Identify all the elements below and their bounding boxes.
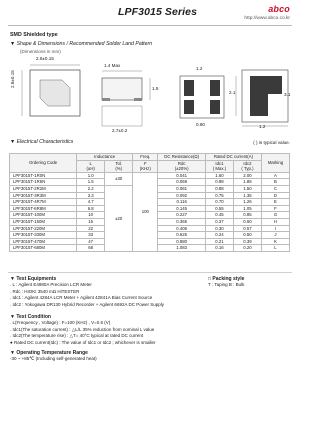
condition-line: . Idc1(The saturation current) : △L/L 35% reduction from nominal L value [10,326,155,332]
cell-inductance: 1.5 [77,179,105,186]
col-tol: Tol. (%) [105,160,133,172]
equipment-line: . Idc2 : Yokogawa DR130 Hybrid Recorder + Agilent 6692A DC Power Supply [10,301,164,307]
cell-idc1: 0.16 [205,245,233,252]
notes-divider [8,272,292,273]
cell-idc1: 0.55 [205,205,233,212]
cell-rdc: 1.083 [158,245,206,252]
cell-inductance: 47 [77,238,105,245]
cell-idc2: 1.85 [233,179,261,186]
cell-ordering-code: LPF3015T-330M [10,232,77,239]
cell-marking: J [261,232,289,239]
operating-temperature: ▼ Operating Temperature Range -30 ~ +85℃ (Including self-generated heat) [10,350,97,362]
dim-label-10: 0.80 [196,122,205,127]
dimension-drawing [10,56,292,134]
col-idc1: Idc1 ( Max.) [205,160,233,172]
cell-ordering-code: LPF3015T-220M [10,225,77,232]
cell-marking: H [261,218,289,225]
cell-rdc: 0.092 [158,192,206,199]
cell-inductance: 4.7 [77,199,105,206]
cell-idc1: 1.60 [205,172,233,179]
cell-ordering-code: LPF3015T-4R7M [10,199,77,206]
cell-idc2: 0.60 [233,218,261,225]
dim-label-7: 2.1 [229,90,236,95]
brand-logo: abco [268,4,290,14]
cell-ordering-code: LPF3015T-1R5N [10,179,77,186]
cell-marking: F [261,205,289,212]
cell-ordering-code: LPF3015T-1R0N [10,172,77,179]
cell-idc1: 0.37 [205,218,233,225]
cell-rdc: 0.116 [158,199,206,206]
equipment-line: . Rdc : HIOKI 3540 mΩ HiTESTER [10,288,80,294]
cell-marking: C [261,185,289,192]
shape-section-title: ▼ Shape & Dimensions / Recommended Solder Land Pattern [10,41,153,47]
condition-line: ● Rated DC current(Idc) : The value of Idc1 or Idc2 ; whichever is smaller [10,339,156,345]
cell-ordering-code: LPF3015T-2R2M [10,185,77,192]
cell-inductance: 68 [77,245,105,252]
col-f: F (KHz) [133,160,158,172]
cell-inductance: 15 [77,218,105,225]
cell-ordering-code: LPF3015T-3R3M [10,192,77,199]
cell-marking: E [261,199,289,206]
electrical-section-title: ▼ Electrical Characteristics [10,139,74,145]
cell-ordering-code: LPF3015T-100M [10,212,77,219]
land-pad-top-left [184,80,194,96]
cell-idc1: 0.75 [205,192,233,199]
cell-idc2: 0.85 [233,212,261,219]
cell-ordering-code: LPF3015T-680M [10,245,77,252]
cell-marking: I [261,225,289,232]
cell-ordering-code: LPF3015T-6R8M [10,205,77,212]
cell-rdc: 0.227 [158,212,206,219]
dim-label-3: 2.8±0.15 [10,70,15,88]
cell-idc1: 0.24 [205,232,233,239]
cell-inductance: 1.0 [77,172,105,179]
cell-idc2: 0.57 [233,225,261,232]
cell-idc2: 0.39 [233,238,261,245]
cell-inductance: 10 [77,212,105,219]
smd-type-label: SMD Shielded type [10,32,58,38]
cell-idc2: 0.20 [233,245,261,252]
equipment-line: . L : Agilent E4980A Precision LCR Meter [10,282,92,288]
cell-inductance: 2.2 [77,185,105,192]
cell-idc2: 1.05 [233,205,261,212]
col-dcr: DC Resistance(Ω) [158,154,206,161]
cell-marking: B [261,179,289,186]
table-row [10,172,290,179]
cell-frequency: 100 [133,172,158,251]
cell-rdc: 0.145 [158,205,206,212]
land-pad-bottom-left [184,100,194,114]
cell-idc1: 0.98 [205,179,233,186]
cell-tolerance: ±30 [105,172,133,185]
typical-value-note: ( ) is typical value. [253,140,290,145]
top-view-core [40,80,70,106]
col-marking: Marking [261,154,289,173]
col-rdc: Rdc (±20%) [158,160,206,172]
col-l: L (uH) [77,160,105,172]
condition-line: . L(Frequency , Voltage) : F=100 (KHz) , V=0.5 (V) [10,320,111,326]
cell-rdc: 0.365 [158,218,206,225]
square-bullet-icon: □ [208,276,213,282]
cell-ordering-code: LPF3015T-470M [10,238,77,245]
cell-tolerance: ±20 [105,185,133,251]
dim-label-5: 2.7±0.2 [112,128,128,133]
triangle-bullet-icon: ▼ [10,276,17,282]
col-inductance: Inductance [77,154,133,161]
cell-idc2: 1.50 [233,185,261,192]
cell-ordering-code: LPF3015T-150M [10,218,77,225]
cell-idc2: 2.00 [233,172,261,179]
land-pad-bottom-right [210,100,220,114]
dim-label-9: 1.2 [259,124,266,129]
cell-idc2: 1.35 [233,192,261,199]
dim-label-6: 1.2 [196,66,203,71]
shape-diagram [10,56,292,134]
table-body [10,172,290,251]
packing-style: □ Packing style T : Taping B : Bulk [208,276,245,288]
cell-idc1: 0.30 [205,225,233,232]
header-divider [8,25,292,26]
cell-inductance: 6.8 [77,205,105,212]
cell-rdc: 0.059 [158,179,206,186]
test-condition: ▼ Test Condition . L(Frequency , Voltage) : F=100 (KHz) , V=0.5 (V) . Idc1(The saturation current) : △L/L 35% reduction from nominal L value . Idc2(The temperature rise) : △T= 40°C typical at rated DC current ● Rated DC current(Idc) : The value of Idc1 or Idc2 ; whichever is smaller [10,314,156,345]
test-equipments: ▼ Test Equipments . L : Agilent E4980A Precision LCR Meter . Rdc : HIOKI 3540 mΩ HiTESTER . Idc1 : Agilent 4284A LCR Meter + Agilent 42841A Bias Current Source . Idc2 : Yokogawa DR130 Hybrid Recorder + Agilent 6692A DC Power Supply [10,276,164,307]
cell-marking: A [261,172,289,179]
cell-rdc: 0.880 [158,238,206,245]
triangle-bullet-icon: ▼ [10,350,17,356]
cell-marking: D [261,192,289,199]
cell-rdc: 0.406 [158,225,206,232]
electrical-table [9,153,290,252]
land-pad-top-right [210,80,220,96]
col-freq: Freq. [133,154,158,161]
cell-marking: G [261,212,289,219]
side-view-terminal-right [134,98,142,101]
triangle-bullet-icon: ▼ [10,314,17,320]
condition-line: . Idc2(The temperature rise) : △T= 40°C typical at rated DC current [10,333,144,339]
cell-idc2: 0.50 [233,232,261,239]
cell-inductance: 3.3 [77,192,105,199]
dim-label-4: 1.5 [152,86,159,91]
cell-rdc: 0.041 [158,172,206,179]
cell-idc1: 0.45 [205,212,233,219]
cell-idc1: 0.88 [205,185,233,192]
side-view-body [102,78,142,100]
equipment-line: . Idc1 : Agilent 4284A LCR Meter + Agilent 42841A Bias Current Source [10,295,153,301]
page-title: LPF3015 Series [118,6,198,18]
col-idc2: Idc2 ( Typ.) [233,160,261,172]
cell-idc2: 1.26 [233,199,261,206]
cell-marking: K [261,238,289,245]
side-view-terminal-left [102,98,110,101]
website-link[interactable]: http://www.abco.co.kr [244,16,290,21]
dim-label-8: 3.1 [284,92,291,97]
dim-label-2: 1.4 Max [104,63,121,68]
triangle-bullet-icon: ▼ [10,139,17,145]
cell-idc1: 0.21 [205,238,233,245]
col-ordering-code: Ordering Code [10,154,77,173]
cell-inductance: 22 [77,225,105,232]
cell-rdc: 0.625 [158,232,206,239]
cell-rdc: 0.081 [158,185,206,192]
col-rated: Rated DC current(A) [205,154,261,161]
cell-inductance: 33 [77,232,105,239]
triangle-bullet-icon: ▼ [10,41,17,47]
cell-marking: L [261,245,289,252]
dimensions-note: (Dimensions in mm) [20,49,61,54]
dim-label-1: 2.8±0.15 [36,56,54,61]
cell-idc1: 0.70 [205,199,233,206]
